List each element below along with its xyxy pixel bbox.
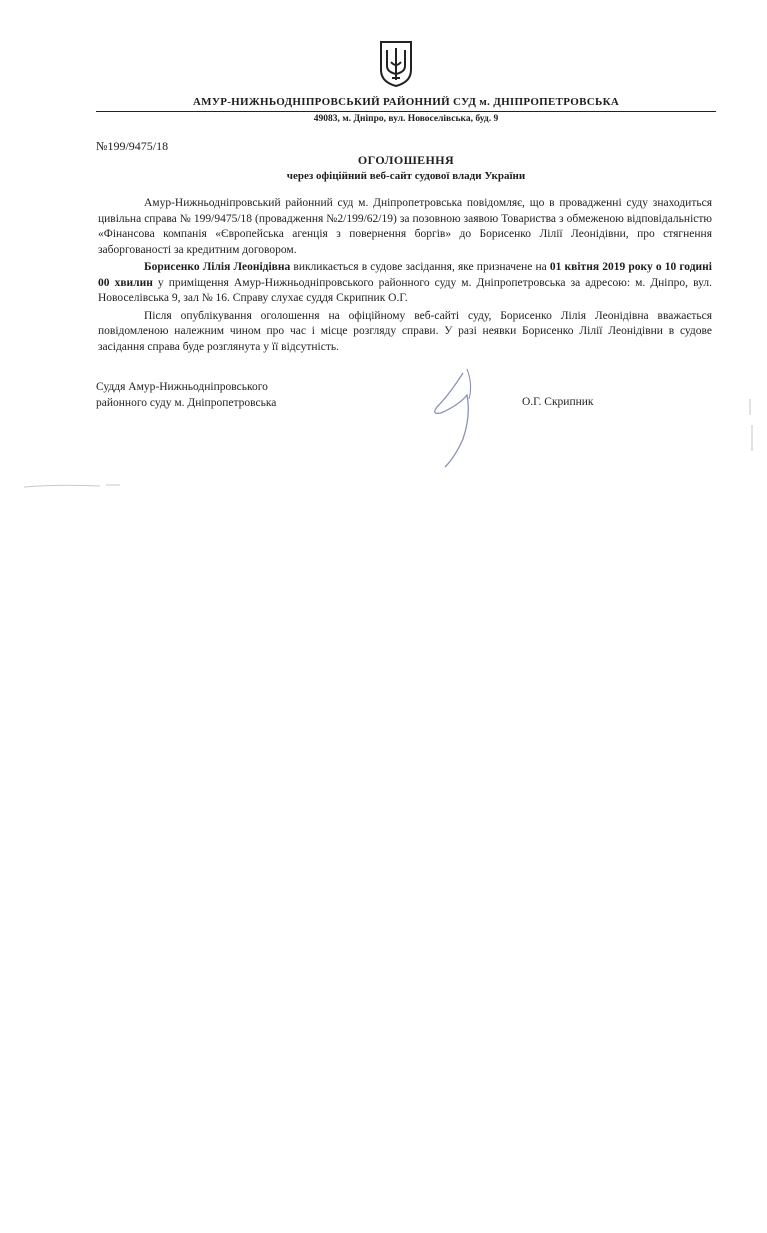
- defendant-name: Борисенко Лілія Леонідівна: [144, 261, 291, 273]
- judge-name: О.Г. Скрипник: [522, 396, 594, 408]
- notice-subtitle: через офіційний веб-сайт судової влади України: [286, 170, 526, 182]
- paragraph-consequences: Після опублікування оголошення на офіційному веб-сайті суду, Борисенко Лілія Леонідівна вважається повідомленою належним чином про час і місце розгляду справи. У разі неявки Борисенко Лілії Леонідівни в судове засідання справа буде розглянута у її відсутність.: [98, 309, 712, 353]
- court-address: 49083, м. Дніпро, вул. Новоселівська, буд. 9: [313, 114, 499, 124]
- judge-title-line1: Суддя Амур-Нижньодніпровського: [96, 381, 268, 393]
- paragraph-case-info: Амур-Нижньодніпровський районний суд м. Дніпропетровська повідомляє, що в провадженні суду знаходиться цивільна справа № 199/9475/18 (провадження №2/199/62/19) за позовною заявою Товариства з обмеженою відповідальністю «Фінансова компанія «Європейська агенція з повернення боргів» до Борисенко Лілії Леонідівни, про стягнення заборгованості за кредитним договором.: [98, 197, 712, 256]
- hearing-datetime: 01 квітня 2019 року о 10 годині 00 хвилин: [98, 261, 712, 289]
- judge-title: [96, 380, 276, 411]
- summons-text-b: у приміщення Амур-Нижньодніпровського районного суду м. Дніпропетровська за адресою: м. Дніпро, вул. Новоселівська 9, зал № 16. Справу слухає суддя Скрипник О.Г.: [98, 276, 712, 304]
- case-number: №199/9475/18: [96, 139, 169, 153]
- judge-title-line2: районного суду м. Дніпропетровська: [96, 396, 277, 409]
- handwritten-signature-icon: [415, 355, 525, 470]
- trident-coat-of-arms-icon: [379, 40, 413, 88]
- notice-body: [98, 196, 712, 357]
- summons-text-a: викликається в судове засідання, яке призначене на: [290, 261, 550, 273]
- scan-edge-artifact: [736, 395, 756, 455]
- notice-title: ОГОЛОШЕННЯ: [357, 153, 455, 167]
- header-rule: [96, 111, 716, 112]
- scan-artifact-mark: [20, 480, 130, 492]
- paragraph-summons: [98, 260, 712, 307]
- court-name: АМУР-НИЖНЬОДНІПРОВСЬКИЙ РАЙОННИЙ СУД м. ДНІПРОПЕТРОВСЬКА: [192, 96, 620, 108]
